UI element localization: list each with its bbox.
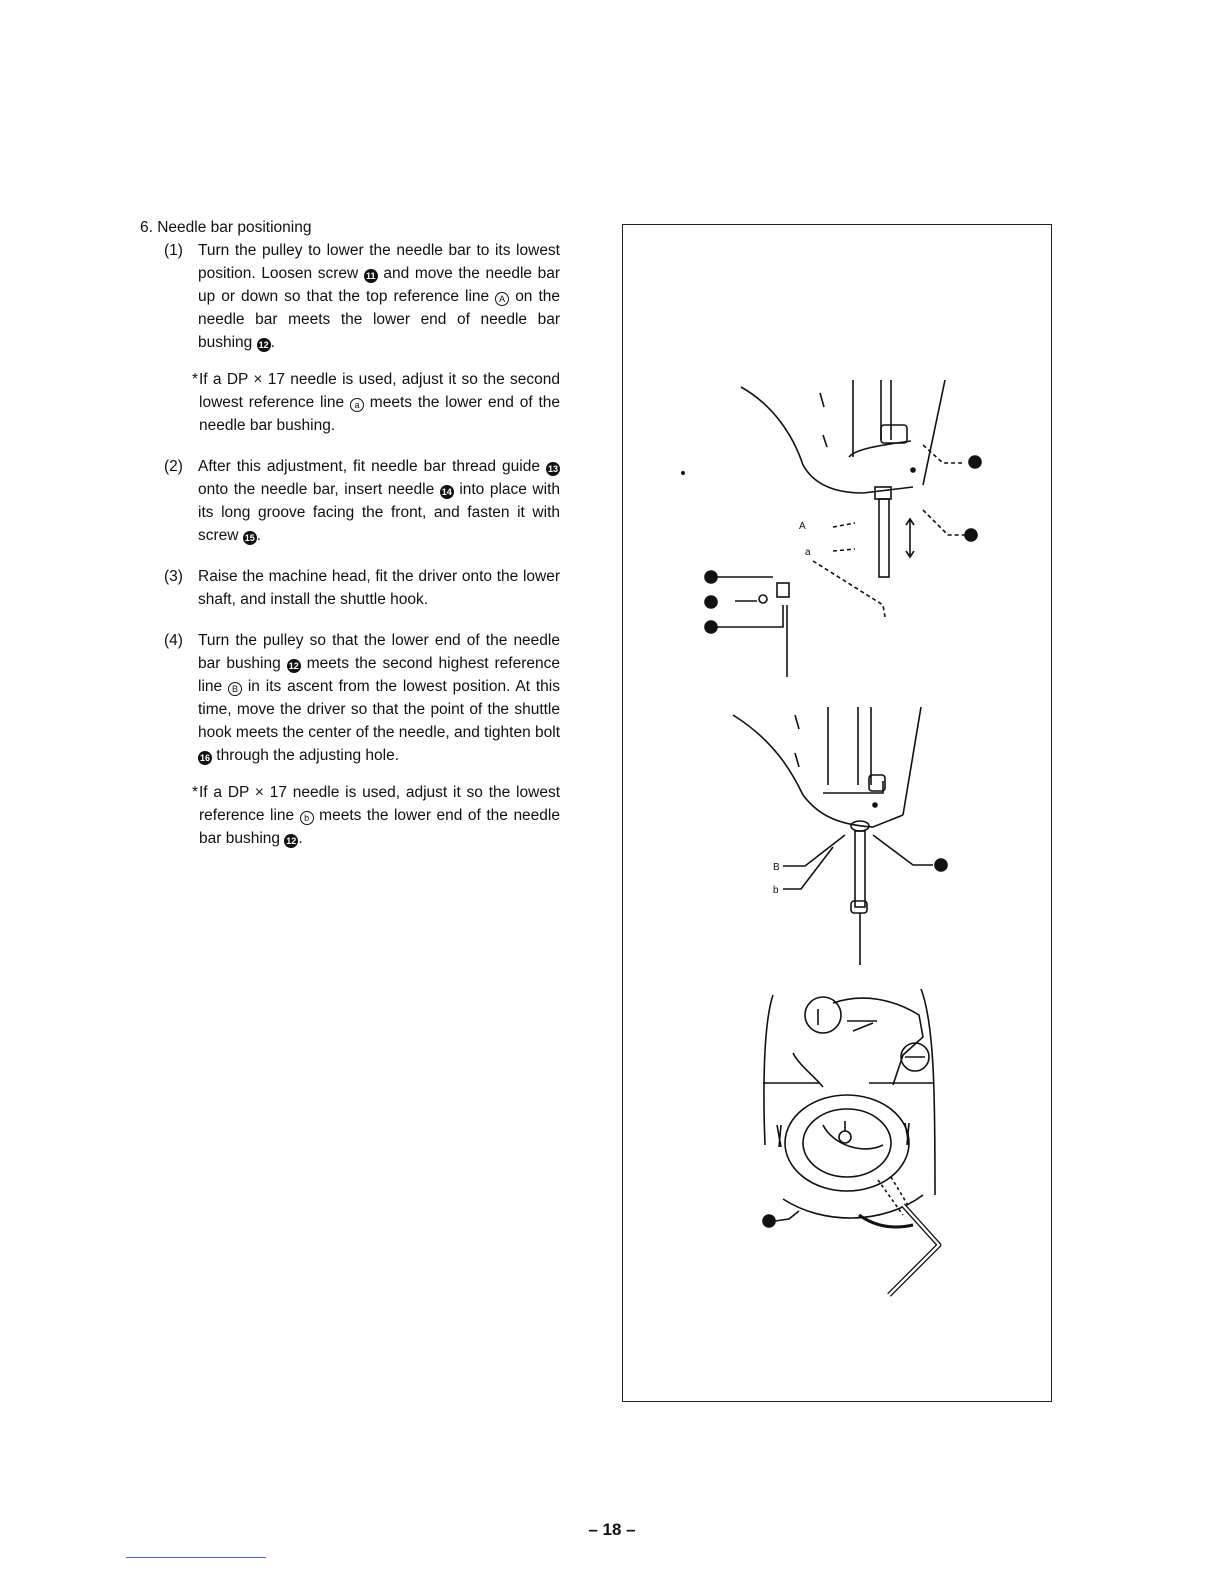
note-2 bbox=[140, 781, 560, 850]
note-star: * bbox=[191, 371, 198, 388]
step-text: Turn the pulley to lower the needle bar to its lowest position. Loosen screw 11 and move the needle bar up or down so that the top reference line A on the needle bar meets the lower end of needle bar bushing 12 . bbox=[198, 242, 560, 351]
note-text: If a DP × 17 needle is used, adjust it so the second lowest reference line a meets the lower end of the needle bar bushing. bbox=[199, 371, 560, 434]
section-heading: 6. Needle bar positioning bbox=[140, 219, 312, 236]
ref-B-icon: B bbox=[228, 682, 242, 696]
step-1 bbox=[140, 239, 560, 354]
step-3 bbox=[140, 565, 560, 611]
note-text: If a DP × 17 needle is used, adjust it so the lowest reference line b meets the lower end of the needle bar bushing 12 . bbox=[199, 784, 560, 847]
step-number: (2) bbox=[164, 458, 183, 475]
figure-label-B: B bbox=[773, 862, 780, 873]
ref-15-icon: 15 bbox=[244, 533, 255, 543]
note-star: * bbox=[191, 784, 198, 801]
ref-b-icon: b bbox=[300, 811, 314, 825]
figure-label-b: b bbox=[773, 885, 779, 896]
figure-1-needle-bar-lowest bbox=[682, 380, 981, 677]
ref-A-icon: A bbox=[495, 292, 509, 306]
step-text: Turn the pulley so that the lower end of the needle bar bushing 12 meets the second highest reference line B in its ascent from the lowest position. At this time, move the driver so that the point of the shuttle hook meets the center of the needle, and tighten bolt 16 through the adjusting hole. bbox=[198, 632, 561, 764]
footer-rule bbox=[126, 1557, 266, 1558]
ref-12-icon: 12 bbox=[286, 836, 297, 846]
note-1 bbox=[140, 368, 560, 437]
step-number: (3) bbox=[164, 568, 183, 585]
ref-11-icon: 11 bbox=[364, 269, 378, 283]
step-number: (4) bbox=[164, 632, 183, 649]
needle-bar-illustration bbox=[623, 225, 1053, 1403]
illustration-panel bbox=[622, 224, 1052, 1402]
ref-16-icon: 16 bbox=[199, 753, 210, 763]
page-number: – 18 – bbox=[588, 1520, 636, 1539]
step-text: After this adjustment, fit needle bar thread guide 13 onto the needle bar, insert needle 14 into place with its long groove facing the front, and fasten it with screw 15 . bbox=[198, 458, 560, 544]
ref-12-icon: 12 bbox=[258, 340, 269, 350]
step-number: (1) bbox=[164, 242, 183, 259]
figure-2-needle-bar-ascent bbox=[733, 707, 947, 965]
instruction-column bbox=[140, 216, 560, 850]
step-2 bbox=[140, 455, 560, 547]
figure-label-a: a bbox=[805, 547, 811, 558]
figure-label-A: A bbox=[799, 521, 806, 532]
ref-14-icon: 14 bbox=[441, 487, 452, 497]
ref-12-icon: 12 bbox=[288, 661, 299, 671]
step-text: Raise the machine head, fit the driver onto the lower shaft, and install the shuttle hook. bbox=[198, 568, 560, 608]
step-4 bbox=[140, 629, 560, 767]
ref-a-icon: a bbox=[350, 398, 364, 412]
ref-13-icon: 13 bbox=[547, 464, 558, 474]
figure-3-shuttle-hook bbox=[763, 989, 939, 1295]
